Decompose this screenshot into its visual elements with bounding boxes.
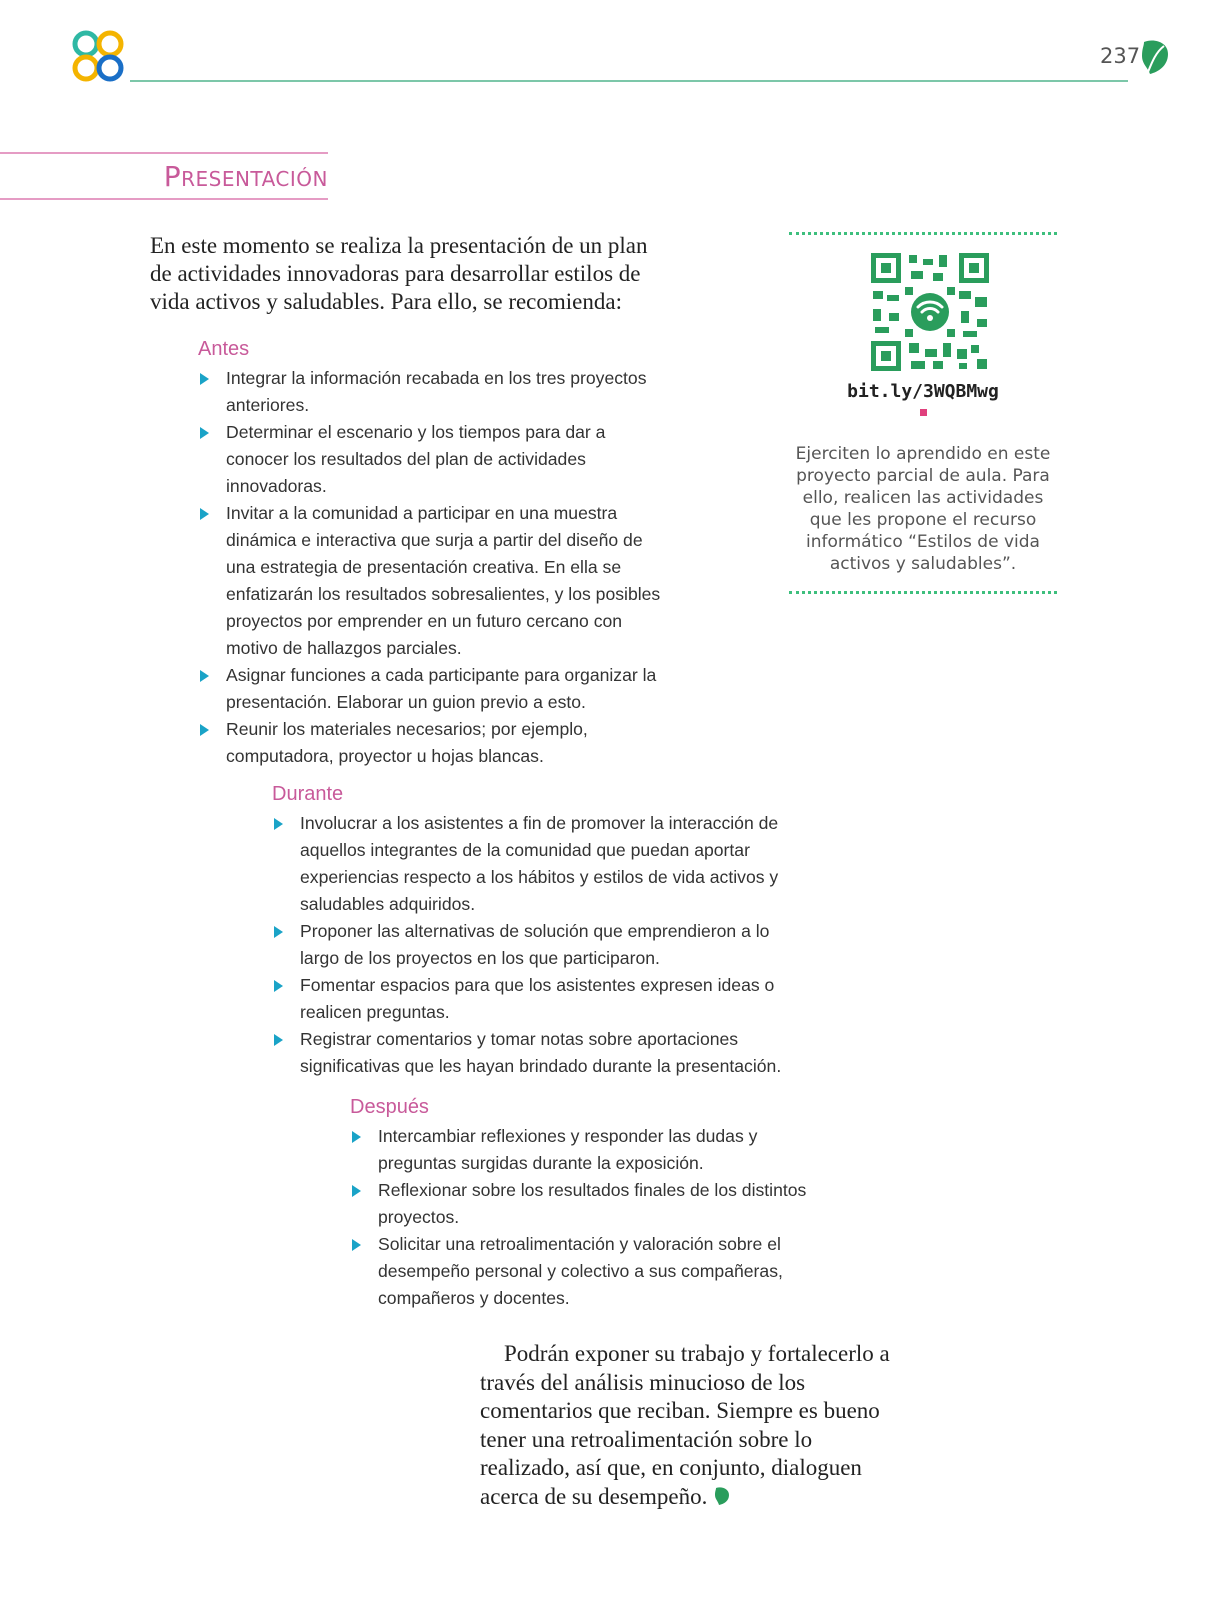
header-rule (130, 80, 1128, 82)
bullet-triangle-icon (352, 1239, 361, 1251)
list-item: Reunir los materiales necesarios; por ejemplo, computadora, proyector u hojas blancas. (198, 716, 668, 770)
page-number: 237 (1100, 44, 1141, 68)
durante-list (272, 810, 782, 1080)
bullet-triangle-icon (352, 1131, 361, 1143)
durante-section (272, 783, 782, 1080)
section-title: Presentación (163, 160, 328, 193)
closing-paragraph: Podrán exponer su trabajo y fortalecerlo a través del análisis minucioso de los comentarios que reciban. Siempre es bueno tener una retroalimentación sobre lo realizado, así que, en conjunto, dialoguen acerca de su desempeño. (480, 1341, 890, 1509)
resource-url-link[interactable]: bit.ly/3WQBMwg (847, 381, 999, 402)
list-item: Determinar el escenario y los tiempos para dar a conocer los resultados del plan de actividades innovadoras. (198, 419, 668, 500)
bullet-triangle-icon (200, 373, 209, 385)
list-item: Registrar comentarios y tomar notas sobre aportaciones significativas que les hayan brindado durante la presentación. (272, 1026, 782, 1080)
list-item: Integrar la información recabada en los tres proyectos anteriores. (198, 365, 668, 419)
despues-section (350, 1096, 810, 1312)
list-item: Fomentar espacios para que los asistentes expresen ideas o realicen preguntas. (272, 972, 782, 1026)
antes-section (198, 338, 668, 770)
section-header (0, 152, 328, 200)
bullet-triangle-icon (274, 926, 283, 938)
qr-code-icon[interactable] (871, 253, 989, 371)
bullet-triangle-icon (200, 427, 209, 439)
resource-sidebox (789, 232, 1057, 594)
antes-heading: Antes (198, 338, 250, 360)
list-item: Proponer las alternativas de solución que emprendieron a lo largo de los proyectos en los que participaron. (272, 918, 782, 972)
despues-list (350, 1123, 810, 1312)
antes-list (198, 365, 668, 770)
interlocking-rings-logo-icon (72, 30, 124, 82)
durante-heading: Durante (272, 783, 344, 805)
list-item: Involucrar a los asistentes a fin de promover la interacción de aquellos integrantes de la comunidad que puedan aportar experiencias respecto a los hábitos y estilos de vida activos y saludables adquiridos. (272, 810, 782, 918)
list-item: Asignar funciones a cada participante para organizar la presentación. Elaborar un guion previo a esto. (198, 662, 668, 716)
list-item: Invitar a la comunidad a participar en una muestra dinámica e interactiva que surja a partir del diseño de una estrategia de presentación creativa. En ella se enfatizarán los resultados sobresalientes, y los posibles proyectos por emprender en un futuro cercano con motivo de hallazgos parciales. (198, 500, 668, 662)
bullet-triangle-icon (352, 1185, 361, 1197)
green-leaf-icon (1138, 38, 1172, 76)
bullet-triangle-icon (200, 508, 209, 520)
list-item: Solicitar una retroalimentación y valoración sobre el desempeño personal y colectivo a sus compañeras, compañeros y docentes. (350, 1231, 810, 1312)
bullet-triangle-icon (274, 818, 283, 830)
list-item: Reflexionar sobre los resultados finales de los distintos proyectos. (350, 1177, 810, 1231)
sidebox-text: Ejerciten lo aprendido en este proyecto parcial de aula. Para ello, realicen las actividades que les propone el recurso informático “Estilos de vida activos y saludables”. (795, 444, 1051, 574)
list-item: Intercambiar reflexiones y responder las dudas y preguntas surgidas durante la exposición. (350, 1123, 810, 1177)
green-leaf-icon (713, 1486, 731, 1506)
bullet-triangle-icon (200, 670, 209, 682)
bullet-triangle-icon (200, 724, 209, 736)
bullet-triangle-icon (274, 1034, 283, 1046)
intro-paragraph: En este momento se realiza la presentación de un plan de actividades innovadoras para desarrollar estilos de vida activos y saludables. Para ello, se recomienda: (150, 233, 648, 314)
pink-square-marker (920, 409, 927, 416)
bullet-triangle-icon (274, 980, 283, 992)
despues-heading: Después (350, 1096, 429, 1118)
